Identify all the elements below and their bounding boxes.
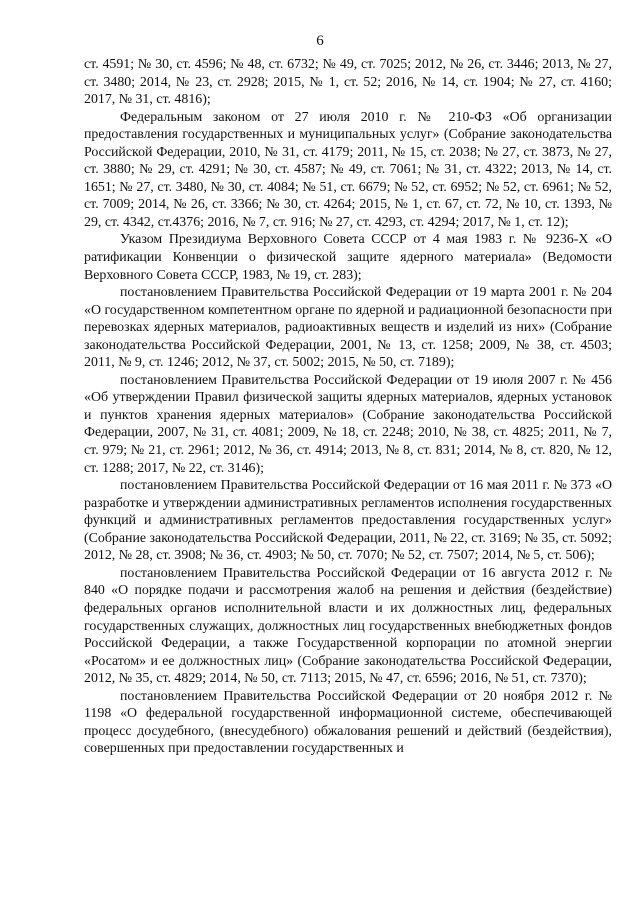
paragraph-resolution-840: постановлением Правительства Российской Федерации от 16 августа 2012 г. № 840 «О порядке подачи и рассмотрения жалоб на решения и действия (бездействие) федеральных органов исполнительной власти и их должностных лиц, федеральных государственных служащих, должностных лиц государственных внебюджетных фондов Российской Федерации, а также Государственной корпорации по атомной энергии «Росатом» и ее должностных лиц» (Собрание законодательства Российской Федерации, 2012, № 35, ст. 4829; 2014, № 50, ст. 7113; 2015, № 47, ст. 6596; 2016, № 51, ст. 7370); [84,565,612,687]
paragraph-continuation: ст. 4591; № 30, ст. 4596; № 48, ст. 6732; № 49, ст. 7025; 2012, № 26, ст. 3446; 2013, № 27, ст. 3480; 2014, № 23, ст. 2928; 2015, № 1, ст. 52; 2016, № 14, ст. 1904; № 27, ст. 4160; 2017, № 31, ст. 4816); [84,57,612,108]
paragraph-resolution-204: постановлением Правительства Российской Федерации от 19 марта 2001 г. № 204 «О государственном компетентном органе по ядерной и радиационной безопасности при перевозках ядерных материалов, радиоактивных веществ и изделий из них» (Собрание законодательства Российской Федерации, 2001, № 13, ст. 1258; 2009, № 38, ст. 4503; 2011, № 9, ст. 1246; 2012, № 37, ст. 5002; 2015, № 50, ст. 7189); [84,285,612,371]
document-body [84,56,612,758]
paragraph-federal-law-210: Федеральным законом от 27 июля 2010 г. № 210-ФЗ «Об организации предоставления государственных и муниципальных услуг» (Собрание законодательства Российской Федерации, 2010, № 31, ст. 4179; 2011, № 15, ст. 2038; № 27, ст. 3873, № 27, ст. 3880; № 29, ст. 4291; № 30, ст. 4587; № 49, ст. 7061; № 31, ст. 4322; 2013, № 14, ст. 1651; № 27, ст. 3480, № 30, ст. 4084; № 51, ст. 6679; № 52, ст. 6952; № 52, ст. 6961; № 52, ст. 7009; 2014, № 26, ст. 3366; № 30, ст. 4264; 2015, № 1, ст. 67, ст. 72, № 10, ст. 1393, № 29, ст. 4342, ст.4376; 2016, № 7, ст. 916; № 27, ст. 4293, ст. 4294; 2017, № 1, ст. 12); [84,109,612,230]
paragraph-resolution-1198: постановлением Правительства Российской Федерации от 20 ноября 2012 г. № 1198 «О федеральной государственной информационной системе, обеспечивающей процесс досудебного, (внесудебного) обжалования решений и действий (бездействия), совершенных при предоставлении государственных и [84,688,612,757]
paragraph-resolution-456: постановлением Правительства Российской Федерации от 19 июля 2007 г. № 456 «Об утверждении Правил физической защиты ядерных материалов, ядерных установок и пунктов хранения ядерных материалов» (Собрание законодательства Российской Федерации, 2007, № 31, ст. 4081; 2009, № 18, ст. 2248; 2010, № 38, ст. 4825; 2011, № 7, ст. 979; № 21, ст. 2961; 2012, № 36, ст. 4914; 2013, № 8, ст. 831; 2014, № 8, ст. 820, № 12, ст. 1288; 2017, № 22, ст. 3146); [84,372,612,476]
paragraph-decree-9236: Указом Президиума Верховного Совета СССР от 4 мая 1983 г. № 9236-X «О ратификации Конвенции о физической защите ядерного материала» (Ведомости Верховного Совета СССР, 1983, № 19, ст. 283); [84,232,612,283]
paragraph-resolution-373: постановлением Правительства Российской Федерации от 16 мая 2011 г. № 373 «О разработке и утверждении административных регламентов исполнения государственных функций и административных регламентов предоставления государственных услуг» (Собрание законодательства Российской Федерации, 2011, № 22, ст. 3169; № 35, ст. 5092; 2012, № 28, ст. 3908; № 36, ст. 4903; № 50, ст. 7070; № 52, ст. 7507; 2014, № 5, ст. 506); [84,478,612,564]
page-number: 6 [316,33,324,49]
